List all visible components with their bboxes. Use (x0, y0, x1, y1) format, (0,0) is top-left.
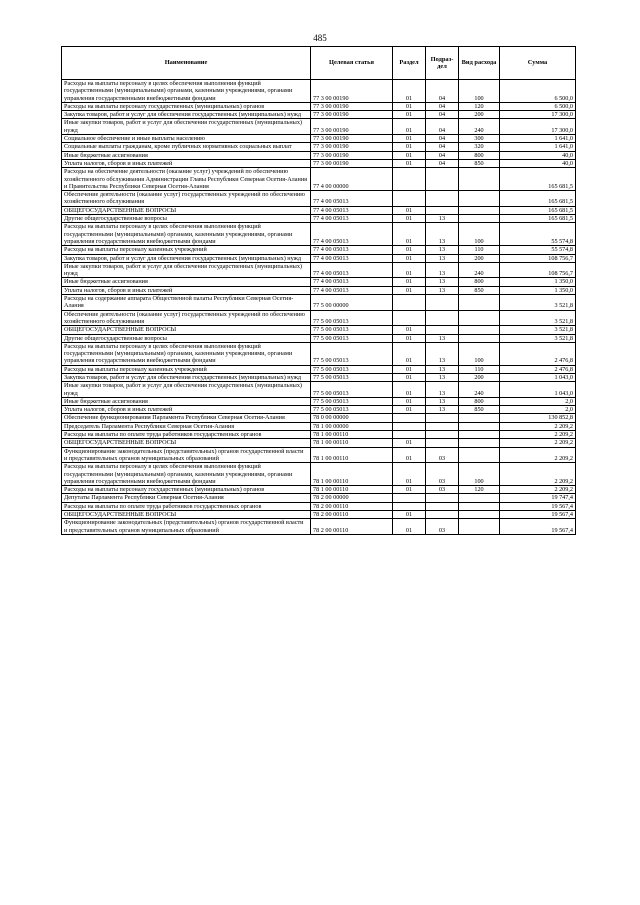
cell-expense-type: 100 (459, 223, 500, 246)
cell-name: Другие общегосударственные вопросы (62, 215, 311, 223)
cell-expense-type (459, 422, 500, 430)
cell-subsection (426, 191, 459, 207)
header-subsection: Подраз- дел (426, 47, 459, 80)
table-row (62, 406, 576, 414)
cell-subsection: 03 (426, 486, 459, 494)
cell-subsection (426, 414, 459, 422)
cell-amount: 130 852,8 (500, 414, 576, 422)
cell-target-article: 77 4 00 00000 (311, 168, 393, 191)
cell-expense-type (459, 494, 500, 502)
cell-subsection: 04 (426, 102, 459, 110)
table-row (62, 431, 576, 439)
cell-target-article: 78 1 00 00110 (311, 447, 393, 463)
table-header-row (62, 47, 576, 80)
cell-subsection (426, 168, 459, 191)
cell-target-article: 77 4 00 05013 (311, 286, 393, 294)
table-row (62, 254, 576, 262)
cell-expense-type: 110 (459, 246, 500, 254)
table-row (62, 295, 576, 311)
cell-name: Иные бюджетные ассигнования (62, 151, 311, 159)
cell-target-article: 78 1 00 00110 (311, 439, 393, 447)
header-amount: Сумма (500, 47, 576, 80)
cell-section: 01 (393, 119, 426, 135)
cell-target-article: 77 3 00 00190 (311, 135, 393, 143)
cell-section: 01 (393, 382, 426, 398)
cell-expense-type (459, 191, 500, 207)
cell-name: Расходы на выплаты персоналу казенных учреждений (62, 246, 311, 254)
cell-section (393, 414, 426, 422)
table-row (62, 463, 576, 486)
cell-expense-type: 850 (459, 406, 500, 414)
cell-section (393, 295, 426, 311)
cell-target-article: 78 2 00 00000 (311, 494, 393, 502)
cell-target-article: 78 2 00 00110 (311, 511, 393, 519)
table-row (62, 447, 576, 463)
cell-expense-type (459, 206, 500, 214)
cell-amount: 1 043,0 (500, 373, 576, 381)
cell-section: 01 (393, 397, 426, 405)
cell-target-article: 77 3 00 00190 (311, 119, 393, 135)
cell-name: Расходы на обеспечение деятельности (оказание услуг) учреждений по обеспечению хозяйственного обслуживания Администрации Главы Республики Северная Осетия-Алания и Правительства Республики Северная Осетия-Алания (62, 168, 311, 191)
table-row (62, 278, 576, 286)
cell-amount: 2 209,2 (500, 431, 576, 439)
cell-target-article: 77 4 00 05013 (311, 223, 393, 246)
cell-amount: 2 209,2 (500, 486, 576, 494)
cell-section: 01 (393, 278, 426, 286)
cell-section: 01 (393, 406, 426, 414)
cell-section: 01 (393, 447, 426, 463)
cell-subsection: 03 (426, 447, 459, 463)
cell-section: 01 (393, 143, 426, 151)
cell-name: Обеспечение функционирования Парламента Республики Северная Осетия-Алания (62, 414, 311, 422)
cell-subsection: 13 (426, 223, 459, 246)
table-row (62, 486, 576, 494)
cell-expense-type: 240 (459, 382, 500, 398)
table-row (62, 286, 576, 294)
cell-expense-type: 200 (459, 254, 500, 262)
cell-section (393, 422, 426, 430)
cell-section: 01 (393, 262, 426, 278)
cell-name: Обеспечение деятельности (оказание услуг) государственных учреждений по обеспечению хозяйственного обслуживания (62, 191, 311, 207)
table-row (62, 397, 576, 405)
cell-section: 01 (393, 159, 426, 167)
cell-amount: 1 350,0 (500, 286, 576, 294)
table-row (62, 439, 576, 447)
cell-target-article: 77 3 00 00190 (311, 102, 393, 110)
cell-name: Иные закупки товаров, работ и услуг для обеспечения государственных (муниципальных) нужд (62, 262, 311, 278)
cell-amount: 108 756,7 (500, 254, 576, 262)
cell-expense-type: 120 (459, 486, 500, 494)
cell-subsection (426, 326, 459, 334)
cell-amount: 1 641,0 (500, 143, 576, 151)
table-row (62, 135, 576, 143)
cell-target-article: 78 1 00 00110 (311, 463, 393, 486)
cell-amount: 2 476,8 (500, 365, 576, 373)
cell-expense-type: 300 (459, 135, 500, 143)
cell-target-article: 77 5 00 05013 (311, 334, 393, 342)
cell-section: 01 (393, 511, 426, 519)
cell-name: Председатель Парламента Республики Северная Осетия-Алания (62, 422, 311, 430)
cell-target-article: 77 3 00 00190 (311, 80, 393, 103)
cell-subsection: 03 (426, 519, 459, 535)
cell-subsection: 13 (426, 342, 459, 365)
cell-name: Иные закупки товаров, работ и услуг для обеспечения государственных (муниципальных) нужд (62, 382, 311, 398)
cell-section: 01 (393, 439, 426, 447)
cell-amount: 3 521,8 (500, 295, 576, 311)
cell-section (393, 502, 426, 510)
cell-expense-type: 800 (459, 397, 500, 405)
cell-expense-type (459, 414, 500, 422)
table-row (62, 191, 576, 207)
cell-expense-type (459, 511, 500, 519)
cell-amount: 19 567,4 (500, 502, 576, 510)
table-row (62, 342, 576, 365)
cell-subsection: 13 (426, 254, 459, 262)
cell-subsection (426, 431, 459, 439)
cell-section: 01 (393, 151, 426, 159)
table-row (62, 206, 576, 214)
cell-target-article: 78 1 00 00110 (311, 431, 393, 439)
cell-subsection: 13 (426, 215, 459, 223)
cell-amount: 1 641,0 (500, 135, 576, 143)
cell-name: Иные бюджетные ассигнования (62, 278, 311, 286)
cell-subsection: 04 (426, 159, 459, 167)
header-expense-type: Вид расхода (459, 47, 500, 80)
table-row (62, 519, 576, 535)
cell-section (393, 168, 426, 191)
cell-expense-type (459, 439, 500, 447)
cell-expense-type: 800 (459, 278, 500, 286)
cell-target-article: 77 3 00 00190 (311, 143, 393, 151)
cell-target-article: 77 5 00 05013 (311, 342, 393, 365)
cell-section: 01 (393, 111, 426, 119)
cell-section: 01 (393, 486, 426, 494)
cell-amount: 165 681,5 (500, 168, 576, 191)
cell-name: Функционирование законодательных (представительных) органов государственной власти и представительных органов муниципальных образований (62, 447, 311, 463)
cell-expense-type: 100 (459, 342, 500, 365)
cell-expense-type: 100 (459, 463, 500, 486)
cell-amount: 2 209,2 (500, 463, 576, 486)
cell-amount: 2 209,2 (500, 439, 576, 447)
cell-subsection: 04 (426, 111, 459, 119)
cell-expense-type: 240 (459, 262, 500, 278)
cell-amount: 1 350,0 (500, 278, 576, 286)
cell-amount: 3 521,8 (500, 326, 576, 334)
cell-target-article: 77 5 00 05013 (311, 326, 393, 334)
cell-subsection: 13 (426, 406, 459, 414)
page-number: 485 (313, 33, 327, 43)
cell-section: 01 (393, 223, 426, 246)
header-name: Наименование (62, 47, 311, 80)
cell-expense-type: 200 (459, 111, 500, 119)
cell-amount: 3 521,8 (500, 310, 576, 326)
table-row (62, 159, 576, 167)
cell-amount: 165 681,5 (500, 215, 576, 223)
cell-name: Иные бюджетные ассигнования (62, 397, 311, 405)
cell-expense-type (459, 519, 500, 535)
cell-target-article: 77 4 00 05013 (311, 262, 393, 278)
cell-expense-type (459, 502, 500, 510)
cell-subsection (426, 295, 459, 311)
table-row (62, 246, 576, 254)
table-body (62, 80, 576, 535)
cell-expense-type (459, 295, 500, 311)
cell-name: Иные закупки товаров, работ и услуг для обеспечения государственных (муниципальных) нужд (62, 119, 311, 135)
cell-name: Закупка товаров, работ и услуг для обеспечения государственных (муниципальных) нужд (62, 373, 311, 381)
cell-target-article: 77 4 00 05013 (311, 206, 393, 214)
cell-target-article: 78 2 00 00110 (311, 519, 393, 535)
table-row (62, 494, 576, 502)
cell-subsection: 13 (426, 286, 459, 294)
cell-subsection: 13 (426, 334, 459, 342)
cell-amount: 2,0 (500, 406, 576, 414)
cell-amount: 2 476,8 (500, 342, 576, 365)
table-row (62, 102, 576, 110)
cell-name: Расходы на выплаты по оплате труда работников государственных органов (62, 502, 311, 510)
cell-name: Уплата налогов, сборов и иных платежей (62, 159, 311, 167)
cell-name: Расходы на выплаты персоналу в целях обеспечения выполнения функций государственными (муниципальными) органами, казенными учреждениями, органами управления государственными внебюджетными фондами (62, 342, 311, 365)
table-row (62, 334, 576, 342)
table-row (62, 414, 576, 422)
cell-target-article: 77 5 00 05013 (311, 365, 393, 373)
cell-target-article: 78 2 00 00110 (311, 502, 393, 510)
cell-name: ОБЩЕГОСУДАРСТВЕННЫЕ ВОПРОСЫ (62, 206, 311, 214)
cell-subsection: 13 (426, 365, 459, 373)
cell-name: Функционирование законодательных (представительных) органов государственной власти и представительных органов муниципальных образований (62, 519, 311, 535)
cell-name: ОБЩЕГОСУДАРСТВЕННЫЕ ВОПРОСЫ (62, 439, 311, 447)
cell-subsection (426, 494, 459, 502)
cell-section: 01 (393, 135, 426, 143)
cell-target-article: 77 4 00 05013 (311, 191, 393, 207)
cell-amount: 55 574,8 (500, 223, 576, 246)
cell-amount: 40,0 (500, 151, 576, 159)
cell-section (393, 310, 426, 326)
cell-target-article: 77 3 00 00190 (311, 111, 393, 119)
cell-section: 01 (393, 254, 426, 262)
cell-section: 01 (393, 463, 426, 486)
cell-subsection: 03 (426, 463, 459, 486)
cell-target-article: 77 5 00 05013 (311, 310, 393, 326)
cell-amount: 6 500,0 (500, 102, 576, 110)
header-section: Раздел (393, 47, 426, 80)
cell-name: Депутаты Парламента Республики Северная Осетия-Алания (62, 494, 311, 502)
cell-name: Расходы на выплаты персоналу в целях обеспечения выполнения функций государственными (муниципальными) органами, казенными учреждениями, органами управления государственными внебюджетными фондами (62, 223, 311, 246)
cell-subsection: 04 (426, 135, 459, 143)
cell-expense-type: 850 (459, 159, 500, 167)
cell-target-article: 77 4 00 05013 (311, 254, 393, 262)
cell-subsection: 04 (426, 151, 459, 159)
cell-expense-type: 800 (459, 151, 500, 159)
table-row (62, 143, 576, 151)
cell-expense-type: 110 (459, 365, 500, 373)
table-row (62, 80, 576, 103)
cell-name: Другие общегосударственные вопросы (62, 334, 311, 342)
cell-amount: 165 681,5 (500, 206, 576, 214)
cell-name: Социальные выплаты гражданам, кроме публичных нормативных социальных выплат (62, 143, 311, 151)
cell-section: 01 (393, 342, 426, 365)
cell-section: 01 (393, 102, 426, 110)
table-row (62, 326, 576, 334)
cell-target-article: 77 5 00 05013 (311, 373, 393, 381)
cell-subsection: 04 (426, 119, 459, 135)
cell-name: Уплата налогов, сборов и иных платежей (62, 406, 311, 414)
cell-name: Расходы на выплаты персоналу государственных (муниципальных) органов (62, 102, 311, 110)
table-row (62, 511, 576, 519)
cell-name: Обеспечение деятельности (оказание услуг) государственных учреждений по обеспечению хозяйственного обслуживания (62, 310, 311, 326)
cell-amount: 2 209,2 (500, 422, 576, 430)
cell-name: Расходы на выплаты по оплате труда работников государственных органов (62, 431, 311, 439)
cell-section: 01 (393, 80, 426, 103)
table-row (62, 382, 576, 398)
cell-expense-type (459, 168, 500, 191)
cell-amount: 1 043,0 (500, 382, 576, 398)
cell-expense-type (459, 326, 500, 334)
cell-expense-type: 200 (459, 373, 500, 381)
cell-section (393, 431, 426, 439)
table-row (62, 151, 576, 159)
cell-amount: 17 300,0 (500, 111, 576, 119)
cell-section: 01 (393, 365, 426, 373)
cell-subsection (426, 439, 459, 447)
cell-amount: 17 300,0 (500, 119, 576, 135)
cell-target-article: 78 1 00 00000 (311, 422, 393, 430)
cell-amount: 19 747,4 (500, 494, 576, 502)
cell-name: Расходы на выплаты персоналу государственных (муниципальных) органов (62, 486, 311, 494)
cell-subsection (426, 511, 459, 519)
cell-amount: 2 209,2 (500, 447, 576, 463)
budget-table (61, 46, 576, 535)
cell-subsection: 13 (426, 278, 459, 286)
cell-expense-type (459, 447, 500, 463)
cell-name: Расходы на выплаты персоналу в целях обеспечения выполнения функций государственными (муниципальными) органами, казенными учреждениями, органами управления государственными внебюджетными фондами (62, 463, 311, 486)
cell-subsection (426, 206, 459, 214)
cell-name: ОБЩЕГОСУДАРСТВЕННЫЕ ВОПРОСЫ (62, 326, 311, 334)
cell-section: 01 (393, 519, 426, 535)
cell-amount: 40,0 (500, 159, 576, 167)
cell-amount: 3 521,8 (500, 334, 576, 342)
cell-name: Закупка товаров, работ и услуг для обеспечения государственных (муниципальных) нужд (62, 254, 311, 262)
cell-name: ОБЩЕГОСУДАРСТВЕННЫЕ ВОПРОСЫ (62, 511, 311, 519)
cell-name: Уплата налогов, сборов и иных платежей (62, 286, 311, 294)
cell-expense-type: 240 (459, 119, 500, 135)
table-row (62, 215, 576, 223)
cell-subsection (426, 310, 459, 326)
cell-amount: 165 681,5 (500, 191, 576, 207)
cell-amount: 19 567,4 (500, 511, 576, 519)
cell-section (393, 191, 426, 207)
cell-section: 01 (393, 286, 426, 294)
cell-name: Закупка товаров, работ и услуг для обеспечения государственных (муниципальных) нужд (62, 111, 311, 119)
cell-amount: 19 567,4 (500, 519, 576, 535)
cell-target-article: 77 3 00 00190 (311, 159, 393, 167)
cell-name: Расходы на выплаты персоналу казенных учреждений (62, 365, 311, 373)
cell-target-article: 78 0 00 00000 (311, 414, 393, 422)
cell-target-article: 78 1 00 00110 (311, 486, 393, 494)
cell-subsection: 13 (426, 262, 459, 278)
cell-expense-type: 100 (459, 80, 500, 103)
cell-section: 01 (393, 246, 426, 254)
table-row (62, 119, 576, 135)
table-row (62, 262, 576, 278)
cell-subsection: 04 (426, 143, 459, 151)
cell-expense-type (459, 310, 500, 326)
cell-expense-type: 320 (459, 143, 500, 151)
cell-target-article: 77 5 00 00000 (311, 295, 393, 311)
cell-section: 01 (393, 334, 426, 342)
cell-subsection: 13 (426, 373, 459, 381)
cell-section: 01 (393, 215, 426, 223)
cell-section (393, 494, 426, 502)
table-row (62, 422, 576, 430)
cell-expense-type (459, 334, 500, 342)
cell-target-article: 77 4 00 05013 (311, 246, 393, 254)
cell-expense-type: 850 (459, 286, 500, 294)
cell-amount: 55 574,8 (500, 246, 576, 254)
cell-target-article: 77 5 00 05013 (311, 406, 393, 414)
table-row (62, 373, 576, 381)
cell-section: 01 (393, 206, 426, 214)
cell-amount: 6 500,0 (500, 80, 576, 103)
cell-amount: 2,0 (500, 397, 576, 405)
cell-subsection (426, 422, 459, 430)
table-row (62, 310, 576, 326)
table-row (62, 168, 576, 191)
cell-section: 01 (393, 326, 426, 334)
cell-subsection: 04 (426, 80, 459, 103)
cell-subsection: 13 (426, 382, 459, 398)
cell-subsection (426, 502, 459, 510)
cell-target-article: 77 3 00 00190 (311, 151, 393, 159)
table-row (62, 223, 576, 246)
cell-amount: 108 756,7 (500, 262, 576, 278)
cell-target-article: 77 4 00 05013 (311, 215, 393, 223)
cell-subsection: 13 (426, 246, 459, 254)
table-row (62, 365, 576, 373)
cell-name: Расходы на содержание аппарата Общественной палаты Республики Северная Осетия-Алания (62, 295, 311, 311)
header-target-article: Целевая статья (311, 47, 393, 80)
cell-name: Социальное обеспечение и иные выплаты населению (62, 135, 311, 143)
cell-section: 01 (393, 373, 426, 381)
cell-target-article: 77 5 00 05013 (311, 397, 393, 405)
cell-target-article: 77 5 00 05013 (311, 382, 393, 398)
table-row (62, 502, 576, 510)
cell-expense-type (459, 215, 500, 223)
cell-expense-type (459, 431, 500, 439)
cell-subsection: 13 (426, 397, 459, 405)
cell-name: Расходы на выплаты персоналу в целях обеспечения выполнения функций государственными (муниципальными) органами, казенными учреждениями, органами управления государственными внебюджетными фондами (62, 80, 311, 103)
cell-target-article: 77 4 00 05013 (311, 278, 393, 286)
cell-expense-type: 120 (459, 102, 500, 110)
table-row (62, 111, 576, 119)
